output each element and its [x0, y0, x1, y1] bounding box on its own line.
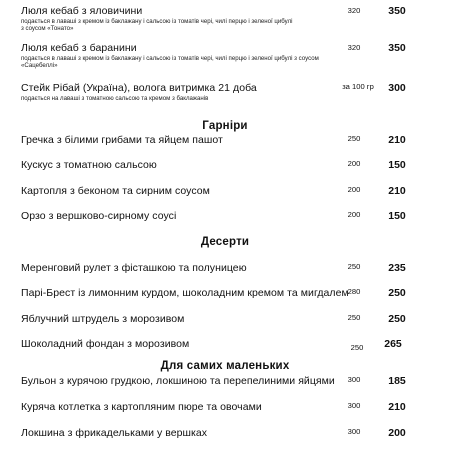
section-title-garnishes: Гарніри [202, 120, 248, 132]
item-name: Картопля з беконом та сирним соусом [21, 185, 210, 197]
item-weight: 200 [347, 185, 361, 194]
item-name: Локшина з фрикадельками у вершках [21, 427, 208, 439]
item-name: Шоколадний фондан з морозивом [21, 338, 190, 350]
item-price: 210 [388, 134, 406, 146]
item-name: Люля кебаб з яловичини [21, 5, 143, 17]
item-weight: 250 [350, 343, 364, 352]
item-name: Стейк Рібай (Україна), волога витримка 21 доба [21, 82, 257, 94]
item-weight: 300 [347, 427, 361, 436]
item-name: Яблучний штрудель з морозивом [21, 313, 185, 325]
item-description: подається в лаваші з кремом із баклажану і сальсою із томатів чері, чилі перцю і зеленої цибулі з соусом «Тонато» [21, 18, 293, 33]
item-description: подається в лаваші з кремом із баклажану і сальсою із томатів чері, чилі перцю і зеленої цибулі з соусом «Сацебеллі» [21, 55, 319, 70]
item-name: Кускус з томатною сальсою [21, 159, 157, 171]
item-weight: 300 [347, 401, 361, 410]
item-price: 300 [388, 82, 406, 94]
item-name: Парі-Брест із лимонним курдом, шоколадним кремом та мигдалем [21, 287, 349, 299]
item-name: Гречка з білими грибами та яйцем пашот [21, 134, 223, 146]
section-title-kids: Для самих маленьких [160, 360, 290, 372]
item-weight: 280 [347, 287, 361, 296]
item-weight: за 100 гр [342, 82, 374, 91]
item-name: Люля кебаб з баранини [21, 42, 137, 54]
item-weight: 200 [347, 159, 361, 168]
item-name: Меренговий рулет з фісташкою та полуницею [21, 262, 247, 274]
item-description: подається на лаваші з томатною сальсою та кремом з баклажанів [21, 95, 209, 102]
item-price: 350 [388, 5, 406, 17]
section-title-desserts: Десерти [200, 236, 250, 248]
item-price: 200 [388, 427, 406, 439]
item-weight: 250 [347, 313, 361, 322]
item-weight: 200 [347, 210, 361, 219]
item-price: 210 [388, 185, 406, 197]
item-price: 250 [388, 287, 406, 299]
item-price: 250 [388, 313, 406, 325]
item-price: 350 [388, 42, 406, 54]
item-weight: 320 [347, 43, 361, 52]
item-weight: 300 [347, 375, 361, 384]
item-price: 150 [388, 159, 406, 171]
item-name: Орзо з вершково-сирному соусі [21, 210, 177, 222]
item-price: 185 [388, 375, 406, 387]
item-name: Куряча котлетка з картопляним пюре та овочами [21, 401, 262, 413]
item-price: 150 [388, 210, 406, 222]
item-weight: 250 [347, 134, 361, 143]
item-weight: 320 [347, 6, 361, 15]
item-weight: 250 [347, 262, 361, 271]
item-price: 210 [388, 401, 406, 413]
item-name: Бульон з курячою грудкою, локшиною та перепелиними яйцями [21, 375, 335, 387]
item-price: 265 [384, 338, 402, 350]
item-price: 235 [388, 262, 406, 274]
